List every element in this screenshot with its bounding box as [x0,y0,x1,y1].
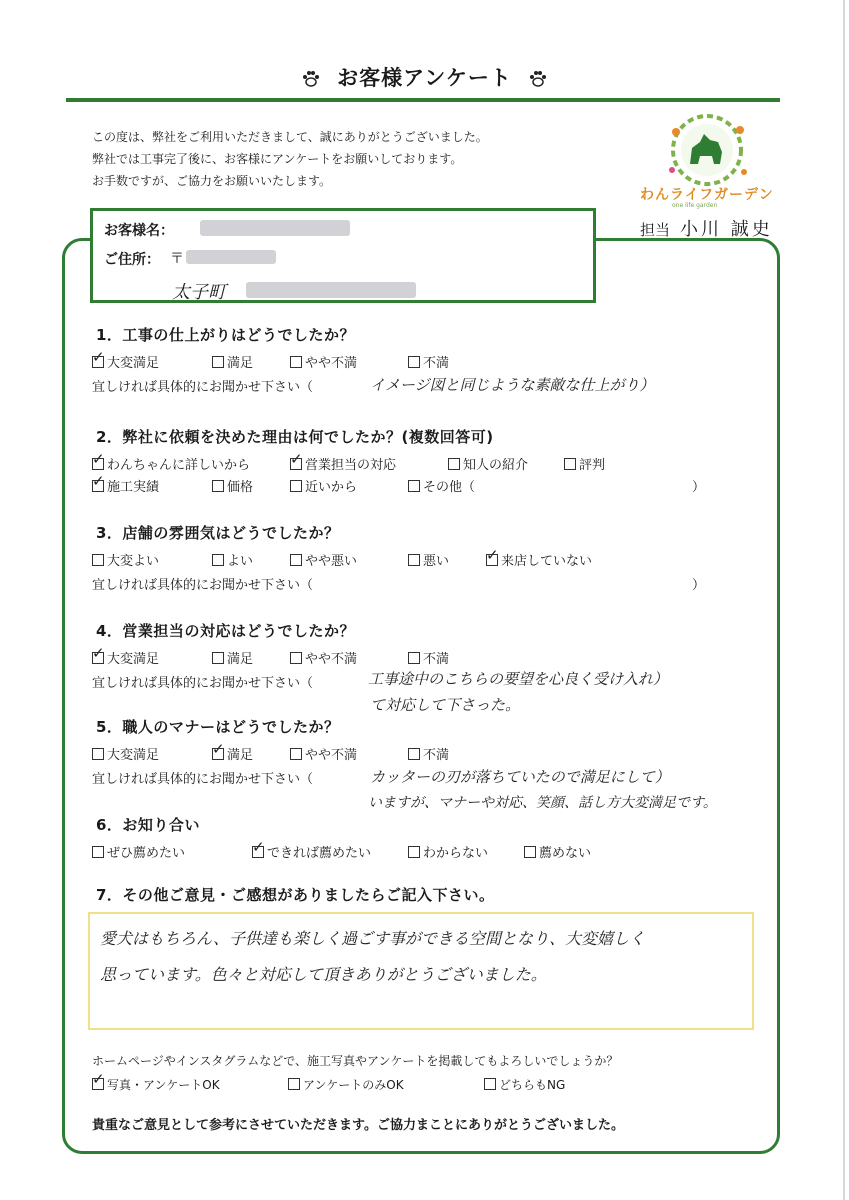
q1-answer: イメージ図と同じような素敵な仕上がり） [370,376,655,394]
redacted-postal-code [186,250,276,264]
brand-subtitle: one life garden [672,202,718,209]
checkbox-checked[interactable] [486,554,498,566]
q4-option-4[interactable]: 不満 [408,648,449,667]
checkbox-checked[interactable] [92,652,104,664]
checkbox[interactable] [212,652,224,664]
q4-note-label: 宜しければ具体的にお聞かせ下さい（ [92,676,314,691]
checkbox[interactable] [92,846,104,858]
checkbox[interactable] [212,356,224,368]
q2-close-paren: ） [692,480,706,495]
q4-title: 4．営業担当の対応はどうでしたか？ [96,622,355,640]
customer-name-label: お客様名： [104,223,174,239]
checkbox[interactable] [288,1078,300,1090]
q3-option-4[interactable]: 悪い [408,550,449,569]
q2-option-5[interactable]: ✓施工実績 [92,476,159,495]
q5-option-2[interactable]: ✓ 満足 [212,744,253,763]
publish-question: ホームページやインスタグラムなどで、施工写真やアンケートを掲載してもよろしいでしょうか？ [92,1054,619,1068]
q7-comment-line-2: 思っています。色々と対応して頂きありがとうございました。 [100,965,547,984]
checkbox[interactable] [290,652,302,664]
q1-option-3[interactable]: やや不満 [290,352,357,371]
q3-option-5[interactable]: ✓ 来店していない [486,550,592,569]
q4-answer-line-2: て対応して下さった。 [370,696,521,714]
q7-comment-line-1: 愛犬はもちろん、子供達も楽しく過ごす事ができる空間となり、大変嬉しく [100,929,645,948]
q4-option-3[interactable]: やや不満 [290,648,357,667]
intro-line-2: 弊社では工事完了後に、お客様にアンケートをお願いしております。 [92,152,463,166]
q2-option-2[interactable]: ✓ 営業担当の対応 [290,454,396,473]
checkbox-checked[interactable] [92,1078,104,1090]
checkbox-checked[interactable] [290,458,302,470]
publish-option-2[interactable]: アンケートのみOK [288,1076,404,1093]
checkbox[interactable] [408,652,420,664]
checkbox-checked[interactable] [212,748,224,760]
intro-line-1: この度は、弊社をご利用いただきまして、誠にありがとうございました。 [92,130,488,144]
checkbox[interactable] [448,458,460,470]
q6-option-4[interactable]: 薦めない [524,842,591,861]
q5-option-3[interactable]: やや不満 [290,744,357,763]
q1-option-1[interactable]: ✓大変満足 [92,352,159,371]
q1-option-4[interactable]: 不満 [408,352,449,371]
checkbox-checked[interactable] [92,356,104,368]
q2-option-1[interactable]: ✓わんちゃんに詳しいから [92,454,250,473]
q2-title: 2．弊社に依頼を決めた理由は何でしたか？(複数回答可) [96,428,494,446]
checkbox[interactable] [408,748,420,760]
checkbox[interactable] [484,1078,496,1090]
q1-option-2[interactable]: 満足 [212,352,253,371]
paw-icon [528,69,548,89]
checkbox[interactable] [92,748,104,760]
staff-label: 担当 [640,221,671,239]
redacted-address [246,282,416,298]
q3-close-paren: ） [692,578,706,593]
checkbox[interactable] [290,748,302,760]
checkbox[interactable] [524,846,536,858]
checkbox-checked[interactable] [252,846,264,858]
q6-option-1[interactable]: ぜひ薦めたい [92,842,185,861]
q3-option-3[interactable]: やや悪い [290,550,357,569]
q5-option-4[interactable]: 不満 [408,744,449,763]
checkbox[interactable] [92,554,104,566]
q7-title: 7．その他ご意見・ご感想がありましたらご記入下さい。 [96,886,495,904]
checkbox-checked[interactable] [92,480,104,492]
checkbox[interactable] [212,554,224,566]
q6-option-2[interactable]: ✓ できれば薦めたい [252,842,371,861]
checkbox[interactable] [290,480,302,492]
checkbox[interactable] [408,480,420,492]
paw-icon [301,69,321,89]
q5-option-1[interactable]: 大変満足 [92,744,159,763]
title-divider [66,98,780,102]
q2-option-6[interactable]: 価格 [212,476,253,495]
q2-option-8[interactable]: その他（ [408,476,475,495]
checkbox-checked[interactable] [92,458,104,470]
q2-option-3[interactable]: 知人の紹介 [448,454,528,473]
q2-option-7[interactable]: 近いから [290,476,357,495]
publish-option-3[interactable]: どちらもNG [484,1076,565,1093]
page-title [0,62,849,92]
q3-option-2[interactable]: よい [212,550,253,569]
checkbox[interactable] [408,356,420,368]
checkbox[interactable] [212,480,224,492]
checkbox[interactable] [564,458,576,470]
checkbox[interactable] [290,554,302,566]
q4-option-2[interactable]: 満足 [212,648,253,667]
q5-answer-line-2: いますが、マナーや対応、笑顔、話し方大変満足です。 [368,795,717,811]
checkbox[interactable] [408,846,420,858]
closing-message: 貴重なご意見として参考にさせていただきます。ご協力まことにありがとうございました。 [92,1118,624,1133]
q3-option-1[interactable]: 大変よい [92,550,159,569]
q5-answer-line-1: カッターの刃が落ちていたので満足にして） [370,768,670,786]
title-text: お客様アンケート [337,66,512,90]
staff-name: 小川 誠史 [680,219,773,240]
publish-option-1[interactable]: ✓写真・アンケートOK [92,1076,220,1093]
brand-name: わんライフガーデン [640,187,774,203]
q1-note-label: 宜しければ具体的にお聞かせ下さい（ [92,380,314,395]
customer-address-label: ご住所： [104,252,160,268]
q5-note-label: 宜しければ具体的にお聞かせ下さい（ [92,772,314,787]
q6-option-3[interactable]: わからない [408,842,488,861]
checkbox[interactable] [408,554,420,566]
q6-title: 6．お知り合い [96,816,200,834]
q3-title: 3．店舗の雰囲気はどうでしたか？ [96,524,340,542]
q5-title: 5．職人のマナーはどうでしたか？ [96,718,340,736]
postal-mark: 〒 [170,251,184,267]
intro-line-3: お手数ですが、ご協力をお願いいたします。 [92,174,332,188]
checkbox[interactable] [290,356,302,368]
q4-answer-line-1: 工事途中のこちらの要望を心良く受け入れ） [368,670,669,688]
address-handwritten: 太子町 [172,282,226,303]
scan-edge [843,0,845,1200]
q2-option-4[interactable]: 評判 [564,454,605,473]
q4-option-1[interactable]: ✓大変満足 [92,648,159,667]
q3-note-label: 宜しければ具体的にお聞かせ下さい（ [92,578,314,593]
q1-title: 1．工事の仕上がりはどうでしたか？ [96,326,355,344]
redacted-name [200,220,350,236]
